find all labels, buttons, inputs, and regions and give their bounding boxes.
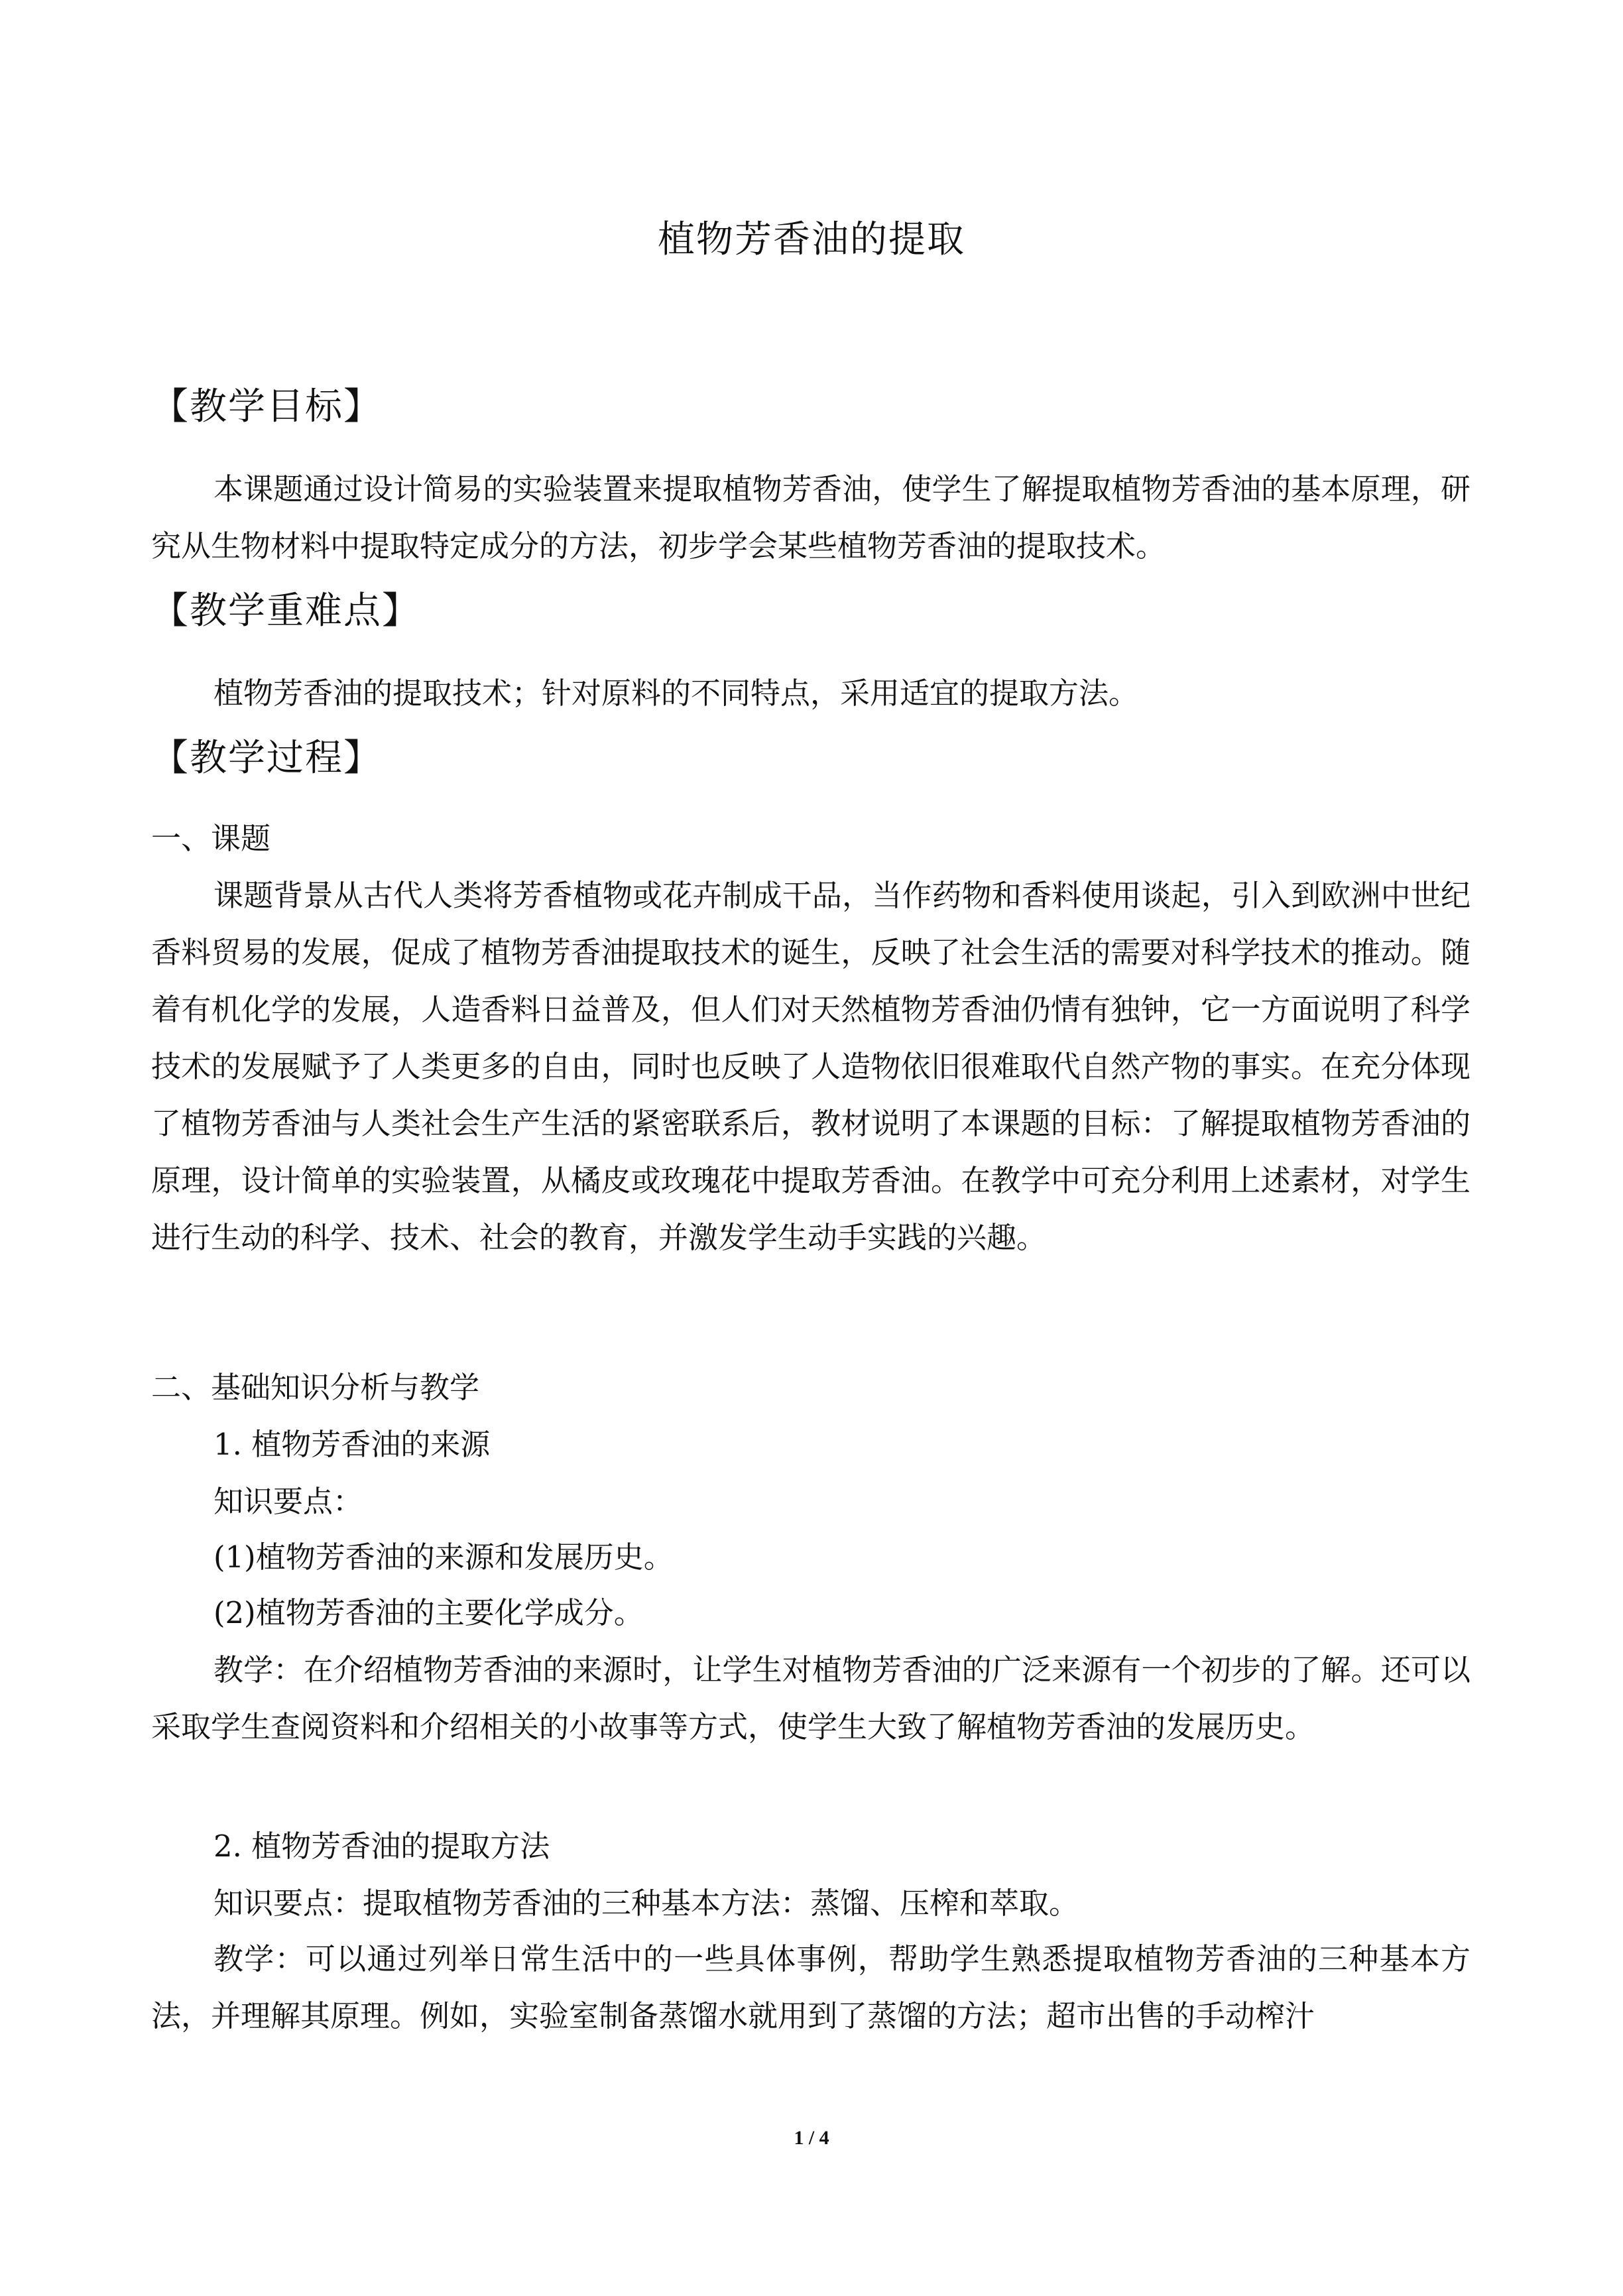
item1-knowledge-label: 知识要点： <box>213 1484 363 1519</box>
item1-title: 1. 植物芳香油的来源 <box>213 1427 491 1462</box>
page-number: 1 / 4 <box>794 2127 829 2149</box>
item2-knowledge: 知识要点：提取植物芳香油的三种基本方法：蒸馏、压榨和萃取。 <box>213 1886 1079 1921</box>
document-title: 植物芳香油的提取 <box>658 218 965 261</box>
part2-title: 二、基础知识分析与教学 <box>151 1370 480 1405</box>
item1-point-2: (2)植物芳香油的主要化学成分。 <box>213 1595 644 1630</box>
part1-title: 一、课题 <box>151 821 271 856</box>
key-points-heading: 【教学重难点】 <box>151 589 420 633</box>
item1-point-1: (1)植物芳香油的来源和发展历史。 <box>213 1540 674 1575</box>
process-heading: 【教学过程】 <box>151 737 382 780</box>
part1-paragraph: 课题背景从古代人类将芳香植物或花卉制成干品，当作药物和香料使用谈起，引入到欧洲中世纪香料贸易的发展，促成了植物芳香油提取技术的诞生，反映了社会生活的需要对科学技术的推动。随着有机化学的发展，人造香料日益普及，但人们对天然植物芳香油仍情有独钟，它一方面说明了科学技术的发展赋予了人类更多的自由，同时也反映了人造物依旧很难取代自然产物的事实。在充分体现了植物芳香油与人类社会生产生活的紧密联系后，教材说明了本课题的目标：了解提取植物芳香油的原理，设计简单的实验装置，从橘皮或玫瑰花中提取芳香油。在教学中可充分利用上述素材，对学生进行生动的科学、技术、社会的教育，并激发学生动手实践的兴趣。 <box>151 878 1471 1255</box>
objectives-heading: 【教学目标】 <box>151 385 382 428</box>
item2-title: 2. 植物芳香油的提取方法 <box>213 1829 550 1864</box>
key-points-paragraph: 植物芳香油的提取技术；针对原料的不同特点，采用适宜的提取方法。 <box>213 676 1139 711</box>
item2-teaching-paragraph: 教学：可以通过列举日常生活中的一些具体事例，帮助学生熟悉提取植物芳香油的三种基本方法，并理解其原理。例如，实验室制备蒸馏水就用到了蒸馏的方法；超市出售的手动榨汁 <box>151 1941 1471 2033</box>
objectives-paragraph: 本课题通过设计简易的实验装置来提取植物芳香油，使学生了解提取植物芳香油的基本原理，研究从生物材料中提取特定成分的方法，初步学会某些植物芳香油的提取技术。 <box>151 471 1471 564</box>
item1-teaching-paragraph: 教学：在介绍植物芳香油的来源时，让学生对植物芳香油的广泛来源有一个初步的了解。还可以采取学生查阅资料和介绍相关的小故事等方式，使学生大致了解植物芳香油的发展历史。 <box>151 1652 1471 1744</box>
